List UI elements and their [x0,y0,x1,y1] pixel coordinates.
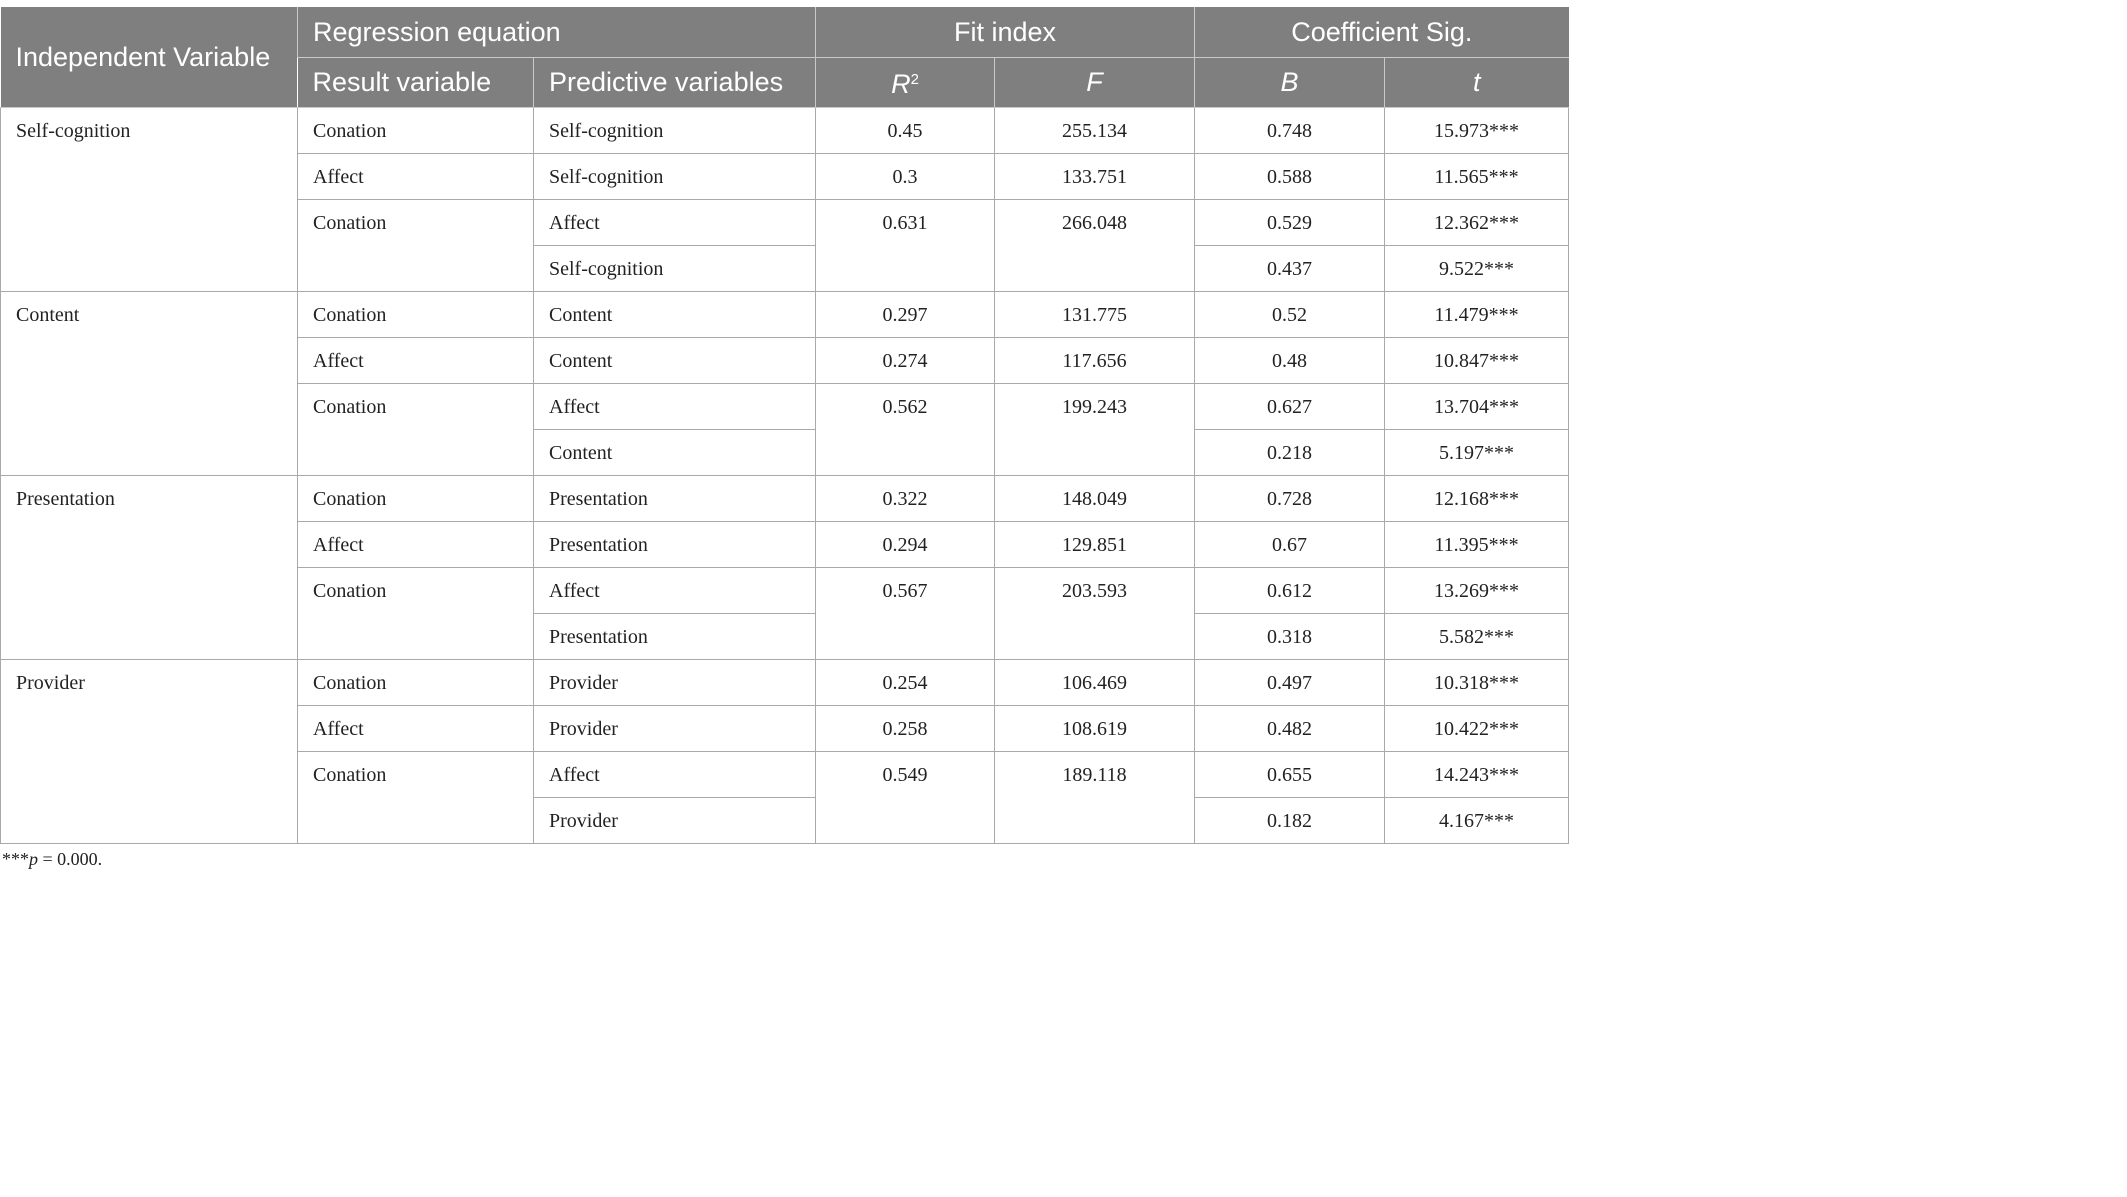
t-cell: 15.973*** [1385,107,1569,153]
result-variable-cell: Conation [298,475,534,521]
header-regression-equation: Regression equation [298,7,816,57]
predictor-cell: Affect [534,751,816,797]
predictor-cell: Affect [534,567,816,613]
b-cell: 0.748 [1195,107,1385,153]
t-cell: 14.243*** [1385,751,1569,797]
footnote-stars: *** [2,849,29,869]
b-cell: 0.218 [1195,429,1385,475]
b-cell: 0.67 [1195,521,1385,567]
f-cell: 189.118 [995,751,1195,843]
result-variable-cell: Conation [298,659,534,705]
predictor-cell: Self-cognition [534,245,816,291]
t-cell: 13.704*** [1385,383,1569,429]
predictor-cell: Content [534,337,816,383]
predictor-cell: Content [534,291,816,337]
independent-variable-cell: Provider [1,659,298,843]
predictor-cell: Provider [534,797,816,843]
regression-table [0,7,1569,844]
b-cell: 0.497 [1195,659,1385,705]
result-variable-cell: Affect [298,521,534,567]
t-cell: 11.479*** [1385,291,1569,337]
result-variable-cell: Conation [298,199,534,291]
header-f-label: F [1086,67,1103,97]
footnote-p: p [29,849,38,869]
r2-cell: 0.322 [816,475,995,521]
predictor-cell: Presentation [534,521,816,567]
t-cell: 11.565*** [1385,153,1569,199]
t-cell: 5.582*** [1385,613,1569,659]
r2-cell: 0.549 [816,751,995,843]
b-cell: 0.182 [1195,797,1385,843]
predictor-cell: Provider [534,659,816,705]
t-cell: 5.197*** [1385,429,1569,475]
r2-cell: 0.254 [816,659,995,705]
b-cell: 0.612 [1195,567,1385,613]
result-variable-cell: Affect [298,153,534,199]
t-cell: 10.422*** [1385,705,1569,751]
header-coefficient-sig: Coefficient Sig. [1195,7,1569,57]
r2-cell: 0.567 [816,567,995,659]
r2-cell: 0.3 [816,153,995,199]
predictor-cell: Presentation [534,475,816,521]
r2-cell: 0.297 [816,291,995,337]
header-b-label: B [1280,67,1299,97]
result-variable-cell: Affect [298,337,534,383]
header-predictive-variables: Predictive variables [534,57,816,107]
independent-variable-cell: Self-cognition [1,107,298,291]
predictor-cell: Affect [534,199,816,245]
f-cell: 255.134 [995,107,1195,153]
predictor-cell: Content [534,429,816,475]
b-cell: 0.318 [1195,613,1385,659]
f-cell: 133.751 [995,153,1195,199]
b-cell: 0.52 [1195,291,1385,337]
header-t [1385,57,1569,107]
table-header [1,7,1569,107]
predictor-cell: Self-cognition [534,153,816,199]
t-cell: 12.362*** [1385,199,1569,245]
predictor-cell: Presentation [534,613,816,659]
header-r-letter: R [891,69,911,99]
b-cell: 0.655 [1195,751,1385,797]
table-row [1,291,1569,337]
predictor-cell: Affect [534,383,816,429]
b-cell: 0.437 [1195,245,1385,291]
f-cell: 203.593 [995,567,1195,659]
b-cell: 0.627 [1195,383,1385,429]
header-independent-variable: Independent Variable [1,7,298,107]
b-cell: 0.48 [1195,337,1385,383]
f-cell: 199.243 [995,383,1195,475]
t-cell: 11.395*** [1385,521,1569,567]
f-cell: 148.049 [995,475,1195,521]
footnote-value: = 0.000. [38,849,103,869]
f-cell: 108.619 [995,705,1195,751]
r2-cell: 0.258 [816,705,995,751]
b-cell: 0.482 [1195,705,1385,751]
header-f [995,57,1195,107]
table-body [1,107,1569,843]
predictor-cell: Self-cognition [534,107,816,153]
independent-variable-cell: Presentation [1,475,298,659]
f-cell: 106.469 [995,659,1195,705]
header-t-label: t [1473,67,1481,97]
b-cell: 0.529 [1195,199,1385,245]
t-cell: 4.167*** [1385,797,1569,843]
header-r-superscript: 2 [910,71,919,88]
result-variable-cell: Affect [298,705,534,751]
table-row [1,475,1569,521]
f-cell: 129.851 [995,521,1195,567]
header-fit-index: Fit index [816,7,1195,57]
r2-cell: 0.294 [816,521,995,567]
f-cell: 131.775 [995,291,1195,337]
result-variable-cell: Conation [298,107,534,153]
r2-cell: 0.631 [816,199,995,291]
t-cell: 9.522*** [1385,245,1569,291]
f-cell: 266.048 [995,199,1195,291]
f-cell: 117.656 [995,337,1195,383]
result-variable-cell: Conation [298,751,534,843]
table-row [1,107,1569,153]
b-cell: 0.728 [1195,475,1385,521]
header-r-squared [816,57,995,107]
b-cell: 0.588 [1195,153,1385,199]
header-b [1195,57,1385,107]
r2-cell: 0.274 [816,337,995,383]
table-footnote [2,849,102,870]
result-variable-cell: Conation [298,291,534,337]
result-variable-cell: Conation [298,567,534,659]
t-cell: 10.318*** [1385,659,1569,705]
r2-cell: 0.562 [816,383,995,475]
t-cell: 12.168*** [1385,475,1569,521]
predictor-cell: Provider [534,705,816,751]
independent-variable-cell: Content [1,291,298,475]
header-result-variable: Result variable [298,57,534,107]
r2-cell: 0.45 [816,107,995,153]
t-cell: 10.847*** [1385,337,1569,383]
table-row [1,659,1569,705]
result-variable-cell: Conation [298,383,534,475]
t-cell: 13.269*** [1385,567,1569,613]
